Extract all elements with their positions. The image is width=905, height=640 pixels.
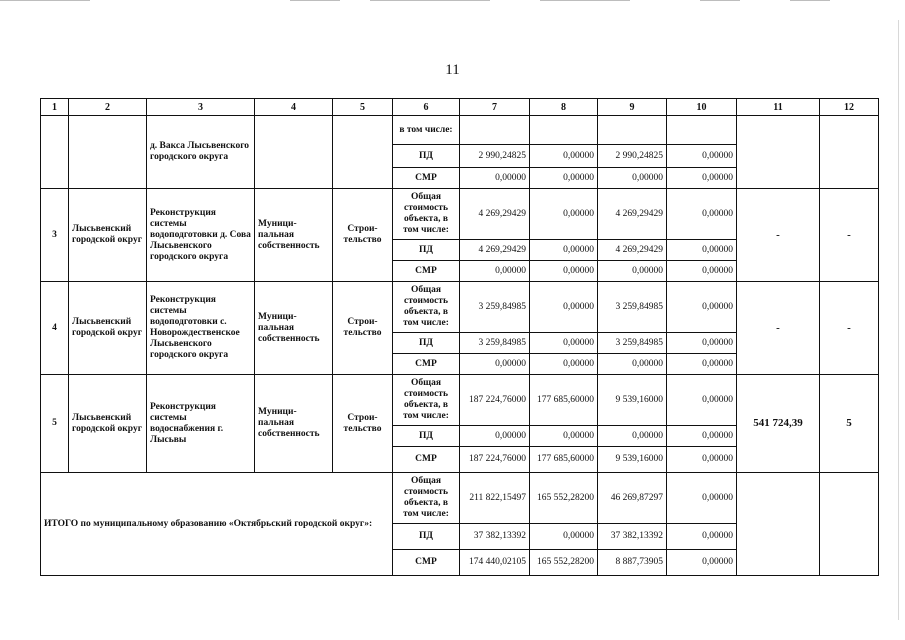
table-header-row <box>41 99 879 116</box>
num-cell: 3 <box>41 189 69 282</box>
scan-edge-line <box>540 0 630 1</box>
value-cell: 0,00000 <box>667 145 737 168</box>
header-cell: 1 <box>41 99 69 116</box>
row-label: Общая стоимость объекта, в том числе: <box>393 473 460 524</box>
value-cell: 0,00000 <box>460 168 530 189</box>
col12-cell: - <box>820 282 879 375</box>
work-type-cell <box>333 116 393 189</box>
col11-cell: - <box>737 282 820 375</box>
header-cell: 7 <box>460 99 530 116</box>
value-cell: 0,00000 <box>530 426 598 447</box>
value-cell: 0,00000 <box>667 473 737 524</box>
col12-cell <box>820 116 879 189</box>
col11-cell <box>737 116 820 189</box>
value-cell: 187 224,76000 <box>460 447 530 473</box>
value-cell: 187 224,76000 <box>460 375 530 426</box>
header-cell: 3 <box>147 99 255 116</box>
total-label: ИТОГО по муниципальному образованию «Октябрьский городской округ»: <box>41 473 393 576</box>
value-cell: 0,00000 <box>667 261 737 282</box>
header-cell: 2 <box>69 99 147 116</box>
value-cell: 0,00000 <box>598 354 667 375</box>
col11-cell <box>737 473 820 576</box>
table-row <box>41 375 879 426</box>
row-label: ПД <box>393 240 460 261</box>
value-cell: 0,00000 <box>667 282 737 333</box>
row-label: Общая стоимость объекта, в том числе: <box>393 189 460 240</box>
table-row <box>41 116 879 145</box>
page-number: 11 <box>445 62 460 78</box>
col11-cell: - <box>737 189 820 282</box>
row-label: СМР <box>393 354 460 375</box>
ownership-cell: Муници-пальная собственность <box>255 282 333 375</box>
value-cell: 0,00000 <box>460 354 530 375</box>
value-cell: 9 539,16000 <box>598 447 667 473</box>
header-cell: 8 <box>530 99 598 116</box>
municipality-cell: Лысьвенский городской округ <box>69 282 147 375</box>
value-cell: 0,00000 <box>598 261 667 282</box>
value-cell: 0,00000 <box>530 189 598 240</box>
row-label: ПД <box>393 524 460 550</box>
header-cell: 11 <box>737 99 820 116</box>
value-cell: 0,00000 <box>530 145 598 168</box>
col12-cell: - <box>820 189 879 282</box>
value-cell: 0,00000 <box>667 524 737 550</box>
row-label: Общая стоимость объекта, в том числе: <box>393 282 460 333</box>
col12-cell <box>820 473 879 576</box>
value-cell: 3 259,84985 <box>460 282 530 333</box>
value-cell: 165 552,28200 <box>530 473 598 524</box>
value-cell: 0,00000 <box>598 168 667 189</box>
value-cell <box>667 116 737 145</box>
ownership-cell: Муници-пальная собственность <box>255 375 333 473</box>
value-cell: 2 990,24825 <box>460 145 530 168</box>
object-cell: д. Вакса Лысьвенского городского округа <box>147 116 255 189</box>
work-type-cell: Строи-тельство <box>333 375 393 473</box>
object-cell: Реконструкция системы водоснабжения г. Лысьвы <box>147 375 255 473</box>
value-cell: 0,00000 <box>530 282 598 333</box>
table-row-total <box>41 473 879 524</box>
value-cell: 0,00000 <box>460 426 530 447</box>
row-label: СМР <box>393 550 460 576</box>
value-cell: 0,00000 <box>667 447 737 473</box>
value-cell: 0,00000 <box>667 550 737 576</box>
table-row <box>41 282 879 333</box>
num-cell <box>41 116 69 189</box>
value-cell: 0,00000 <box>667 189 737 240</box>
value-cell: 2 990,24825 <box>598 145 667 168</box>
value-cell: 3 259,84985 <box>598 333 667 354</box>
value-cell: 0,00000 <box>667 354 737 375</box>
value-cell: 0,00000 <box>530 168 598 189</box>
investment-table <box>40 98 879 576</box>
header-cell: 12 <box>820 99 879 116</box>
num-cell: 4 <box>41 282 69 375</box>
value-cell: 4 269,29429 <box>598 189 667 240</box>
municipality-cell: Лысьвенский городской округ <box>69 375 147 473</box>
value-cell: 174 440,02105 <box>460 550 530 576</box>
scan-edge-line <box>290 0 340 1</box>
row-label: СМР <box>393 261 460 282</box>
value-cell: 0,00000 <box>460 261 530 282</box>
row-label: СМР <box>393 168 460 189</box>
value-cell: 37 382,13392 <box>460 524 530 550</box>
scan-edge-line <box>700 0 740 1</box>
num-cell: 5 <box>41 375 69 473</box>
value-cell: 0,00000 <box>667 168 737 189</box>
object-cell: Реконструкция системы водоподготовки д. Сова Лысьвенского городского округа <box>147 189 255 282</box>
value-cell: 0,00000 <box>667 240 737 261</box>
value-cell: 8 887,73905 <box>598 550 667 576</box>
value-cell: 0,00000 <box>530 240 598 261</box>
value-cell: 0,00000 <box>598 426 667 447</box>
row-label: ПД <box>393 426 460 447</box>
municipality-cell <box>69 116 147 189</box>
value-cell: 0,00000 <box>667 333 737 354</box>
row-label: Общая стоимость объекта, в том числе: <box>393 375 460 426</box>
value-cell: 4 269,29429 <box>598 240 667 261</box>
row-label: в том числе: <box>393 116 460 145</box>
scan-edge-line <box>0 0 90 1</box>
row-label: ПД <box>393 145 460 168</box>
value-cell: 0,00000 <box>530 261 598 282</box>
ownership-cell <box>255 116 333 189</box>
value-cell: 9 539,16000 <box>598 375 667 426</box>
value-cell: 177 685,60000 <box>530 447 598 473</box>
scan-edge-line <box>790 0 830 1</box>
value-cell: 0,00000 <box>530 333 598 354</box>
row-label: СМР <box>393 447 460 473</box>
value-cell: 37 382,13392 <box>598 524 667 550</box>
scan-edge-line <box>370 0 490 1</box>
value-cell: 4 269,29429 <box>460 240 530 261</box>
value-cell: 177 685,60000 <box>530 375 598 426</box>
scan-edge-line <box>898 20 899 620</box>
col11-cell: 541 724,39 <box>737 375 820 473</box>
work-type-cell: Строи-тельство <box>333 282 393 375</box>
col12-cell: 5 <box>820 375 879 473</box>
value-cell: 3 259,84985 <box>460 333 530 354</box>
value-cell: 0,00000 <box>530 524 598 550</box>
municipality-cell: Лысьвенский городской округ <box>69 189 147 282</box>
header-cell: 9 <box>598 99 667 116</box>
header-cell: 10 <box>667 99 737 116</box>
value-cell: 211 822,15497 <box>460 473 530 524</box>
row-label: ПД <box>393 333 460 354</box>
value-cell: 0,00000 <box>667 375 737 426</box>
value-cell: 46 269,87297 <box>598 473 667 524</box>
value-cell: 165 552,28200 <box>530 550 598 576</box>
value-cell <box>460 116 530 145</box>
header-cell: 6 <box>393 99 460 116</box>
header-cell: 5 <box>333 99 393 116</box>
ownership-cell: Муници-пальная собственность <box>255 189 333 282</box>
work-type-cell: Строи-тельство <box>333 189 393 282</box>
value-cell: 0,00000 <box>530 354 598 375</box>
header-cell: 4 <box>255 99 333 116</box>
value-cell <box>598 116 667 145</box>
value-cell <box>530 116 598 145</box>
object-cell: Реконструкция системы водоподготовки с. Новорождественское Лысьвенского городского округа <box>147 282 255 375</box>
value-cell: 3 259,84985 <box>598 282 667 333</box>
value-cell: 4 269,29429 <box>460 189 530 240</box>
value-cell: 0,00000 <box>667 426 737 447</box>
table-row <box>41 189 879 240</box>
